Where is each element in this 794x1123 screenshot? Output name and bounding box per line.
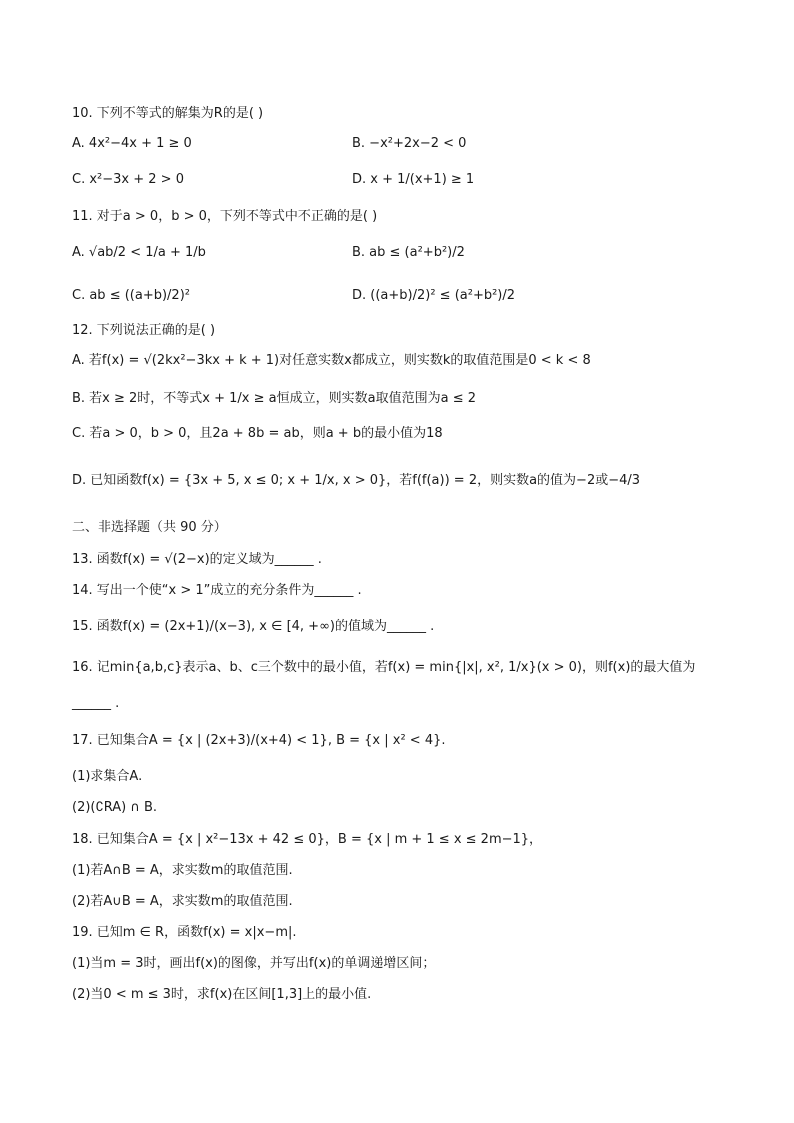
question-10-option-d: D. x + 1/(x+1) ≥ 1 xyxy=(352,172,475,187)
question-12-option-b: B. 若x ≥ 2时，不等式x + 1/x ≥ a恒成立，则实数a取值范围为a ≤ 2 xyxy=(72,391,476,406)
question-10-option-b: B. −x²+2x−2 < 0 xyxy=(352,136,467,151)
question-14: 14. 写出一个使“x > 1”成立的充分条件为______ . xyxy=(72,583,362,598)
section-heading: 二、非选择题（共 90 分） xyxy=(72,520,227,535)
question-13: 13. 函数f(x) = √(2−x)的定义域为______ . xyxy=(72,552,322,567)
question-15: 15. 函数f(x) = (2x+1)/(x−3), x ∈ [4, +∞)的值域为______ . xyxy=(72,619,435,634)
question-10-stem: 10. 下列不等式的解集为R的是( ) xyxy=(72,106,264,121)
question-11-option-c: C. ab ≤ ((a+b)/2)² xyxy=(72,288,190,303)
question-12-stem: 12. 下列说法正确的是( ) xyxy=(72,323,216,338)
question-17-part-1: (1)求集合A. xyxy=(72,769,143,784)
question-19-part-2: (2)当0 < m ≤ 3时，求f(x)在区间[1,3]上的最小值. xyxy=(72,987,372,1002)
question-10-option-c: C. x²−3x + 2 > 0 xyxy=(72,172,184,187)
question-17-stem: 17. 已知集合A = {x | (2x+3)/(x+4) < 1}, B = {x | x² < 4}. xyxy=(72,733,446,748)
question-11-option-d: D. ((a+b)/2)² ≤ (a²+b²)/2 xyxy=(352,288,516,303)
question-16: 16. 记min{a,b,c}表示a、b、c三个数中的最小值，若f(x) = min{|x|, x², 1/x}(x > 0)，则f(x)的最大值为 xyxy=(72,660,696,675)
question-12-option-c: C. 若a > 0，b > 0，且2a + 8b = ab，则a + b的最小值为18 xyxy=(72,426,443,441)
question-18-part-1: (1)若A∩B = A，求实数m的取值范围. xyxy=(72,863,293,878)
question-10-option-a: A. 4x²−4x + 1 ≥ 0 xyxy=(72,136,192,151)
question-11-stem: 11. 对于a > 0，b > 0，下列不等式中不正确的是( ) xyxy=(72,209,378,224)
question-12-option-d: D. 已知函数f(x) = {3x + 5, x ≤ 0; x + 1/x, x > 0}，若f(f(a)) = 2，则实数a的值为−2或−4/3 xyxy=(72,473,641,488)
question-18-stem: 18. 已知集合A = {x | x²−13x + 42 ≤ 0}，B = {x | m + 1 ≤ x ≤ 2m−1}， xyxy=(72,832,543,847)
question-19-stem: 19. 已知m ∈ R，函数f(x) = x|x−m|. xyxy=(72,925,297,940)
question-17-part-2: (2)(∁RA) ∩ B. xyxy=(72,800,158,815)
question-11-option-a: A. √ab/2 < 1/a + 1/b xyxy=(72,245,206,260)
question-16-blank: ______ . xyxy=(72,696,120,711)
question-19-part-1: (1)当m = 3时，画出f(x)的图像，并写出f(x)的单调递增区间； xyxy=(72,956,436,971)
question-12-option-a: A. 若f(x) = √(2kx²−3kx + k + 1)对任意实数x都成立，则实数k的取值范围是0 < k < 8 xyxy=(72,353,591,368)
question-11-option-b: B. ab ≤ (a²+b²)/2 xyxy=(352,245,465,260)
question-18-part-2: (2)若A∪B = A，求实数m的取值范围. xyxy=(72,894,293,909)
